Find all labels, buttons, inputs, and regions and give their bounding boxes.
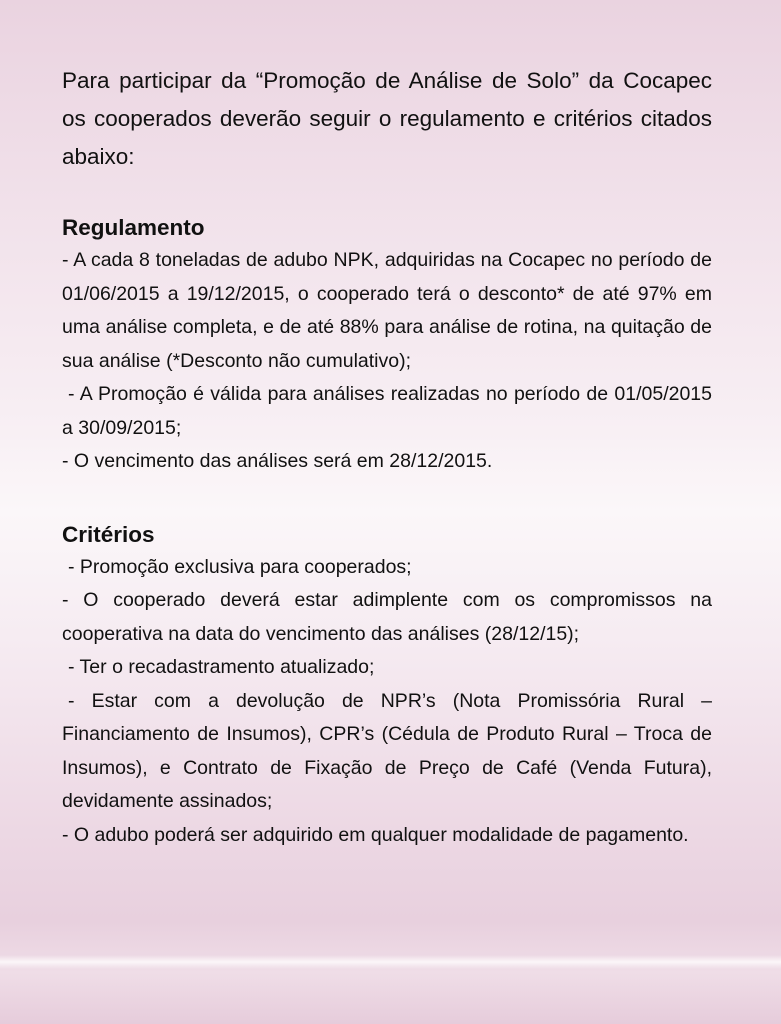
regulamento-item-desconto: - A cada 8 toneladas de adubo NPK, adquiridas na Cocapec no período de 01/06/2015 a 19/12/2015, o cooperado terá o desconto* de até 97% em uma análise completa, e de até 88% para análise de rotina, na quitação de sua análise (*Desconto não cumulativo); [62,249,712,372]
criterios-list [62,551,712,853]
regulamento-item-periodo: - A Promoção é válida para análises realizadas no período de 01/05/2015 a 30/09/2015; [62,383,712,439]
criterios-item-recadastramento: - Ter o recadastramento atualizado; [68,656,375,678]
bottom-decorative-band [0,955,781,969]
document-page [62,62,712,852]
criterios-item-adimplente: - O cooperado deverá estar adimplente com os compromissos na cooperativa na data do vencimento das análises (28/12/15); [62,589,712,645]
criterios-item-exclusiva: - Promoção exclusiva para cooperados; [68,555,412,578]
intro-paragraph: Para participar da “Promoção de Análise de Solo” da Cocapec os cooperados deverão seguir o regulamento e critérios citados abaixo: [62,68,712,169]
regulamento-list [62,244,712,479]
regulamento-item-vencimento: - O vencimento das análises será em 28/12/2015. [62,450,493,472]
criterios-heading: Critérios [62,521,155,547]
criterios-item-modalidade: - O adubo poderá ser adquirido em qualquer modalidade de pagamento. [62,823,689,846]
criterios-item-devolucao: - Estar com a devolução de NPR’s (Nota Promissória Rural – Financiamento de Insumos), CPR’s (Cédula de Produto Rural – Troca de Insumos), e Contrato de Fixação de Preço de Café (Venda Futura), devidamente assinados; [62,689,712,812]
regulamento-heading: Regulamento [62,215,205,240]
